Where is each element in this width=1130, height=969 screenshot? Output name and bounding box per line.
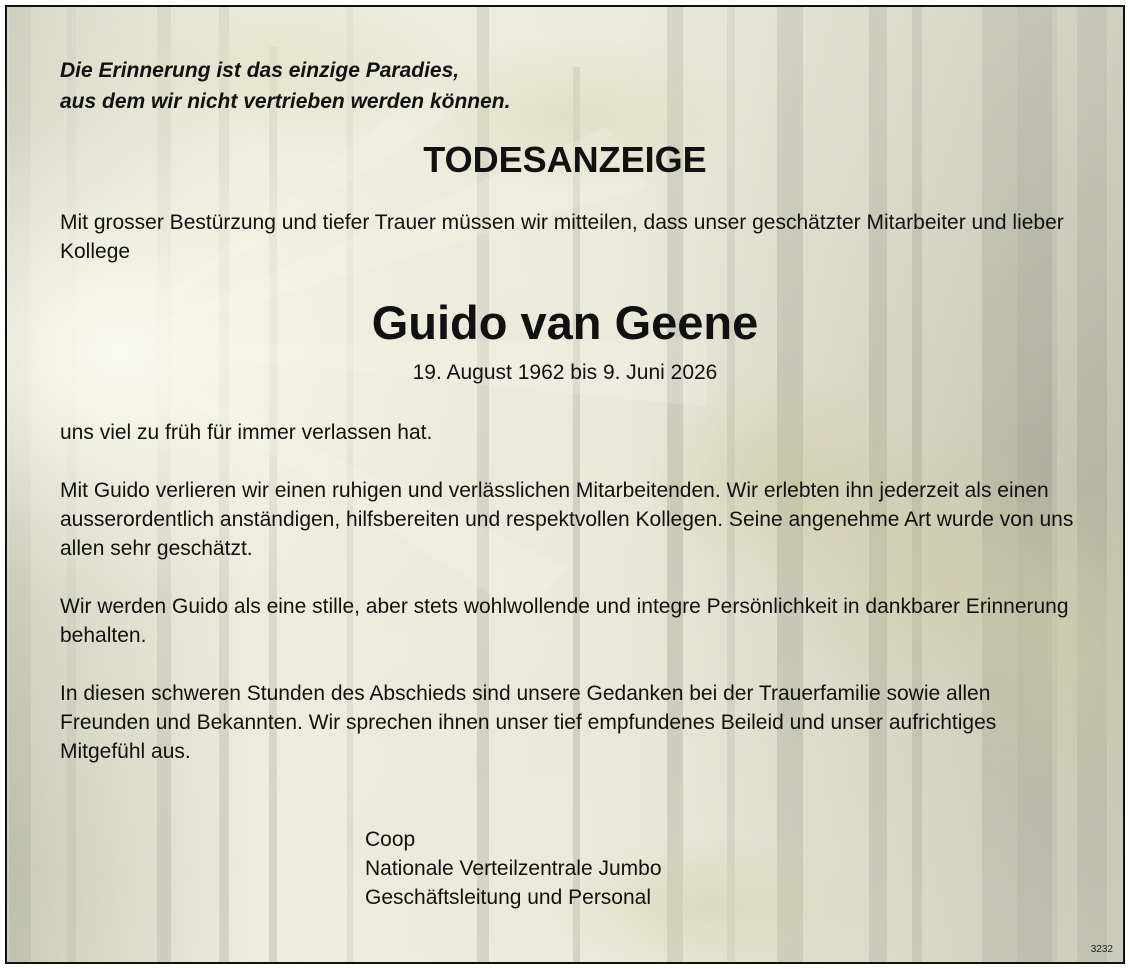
body-paragraph: Wir werden Guido als eine stille, aber stets wohlwollende und integre Persönlichkeit in dankbarer Erinnerung behalten. bbox=[60, 595, 1069, 647]
obituary-card bbox=[5, 5, 1125, 964]
reference-number: 3232 bbox=[1090, 944, 1113, 955]
motto-line: aus dem wir nicht vertrieben werden können. bbox=[60, 90, 511, 113]
body-paragraph: In diesen schweren Stunden des Abschieds sind unsere Gedanken bei der Trauerfamilie sowie allen Freunden und Bekannten. Wir sprechen ihnen unser tief empfundenes Beileid und unser aufrichtiges Mitgefühl aus. bbox=[60, 682, 997, 763]
body-paragraph: Mit Guido verlieren wir einen ruhigen und verlässlichen Mitarbeitenden. Wir erlebten ihn jederzeit als einen ausserordentlich anständigen, hilfsbereiten und respektvollen Kollegen. Seine angenehme Art wurde von uns allen sehr geschätzt. bbox=[60, 479, 1074, 560]
signature-line: Nationale Verteilzentrale Jumbo bbox=[365, 857, 662, 880]
signature-block bbox=[365, 825, 865, 912]
life-dates: 19. August 1962 bis 9. Juni 2026 bbox=[412, 361, 718, 384]
page-title: TODESANZEIGE bbox=[423, 139, 707, 180]
motto-line: Die Erinnerung ist das einzige Paradies, bbox=[60, 59, 460, 82]
motto-quote bbox=[60, 55, 700, 117]
intro-paragraph: Mit grosser Bestürzung und tiefer Trauer müssen wir mitteilen, dass unser geschätzter Mitarbeiter und lieber Kollege bbox=[60, 211, 1064, 263]
signature-line: Geschäftsleitung und Personal bbox=[365, 886, 652, 909]
signature-line: Coop bbox=[365, 828, 416, 851]
deceased-name: Guido van Geene bbox=[371, 296, 759, 349]
body-paragraph: uns viel zu früh für immer verlassen hat. bbox=[60, 421, 433, 444]
